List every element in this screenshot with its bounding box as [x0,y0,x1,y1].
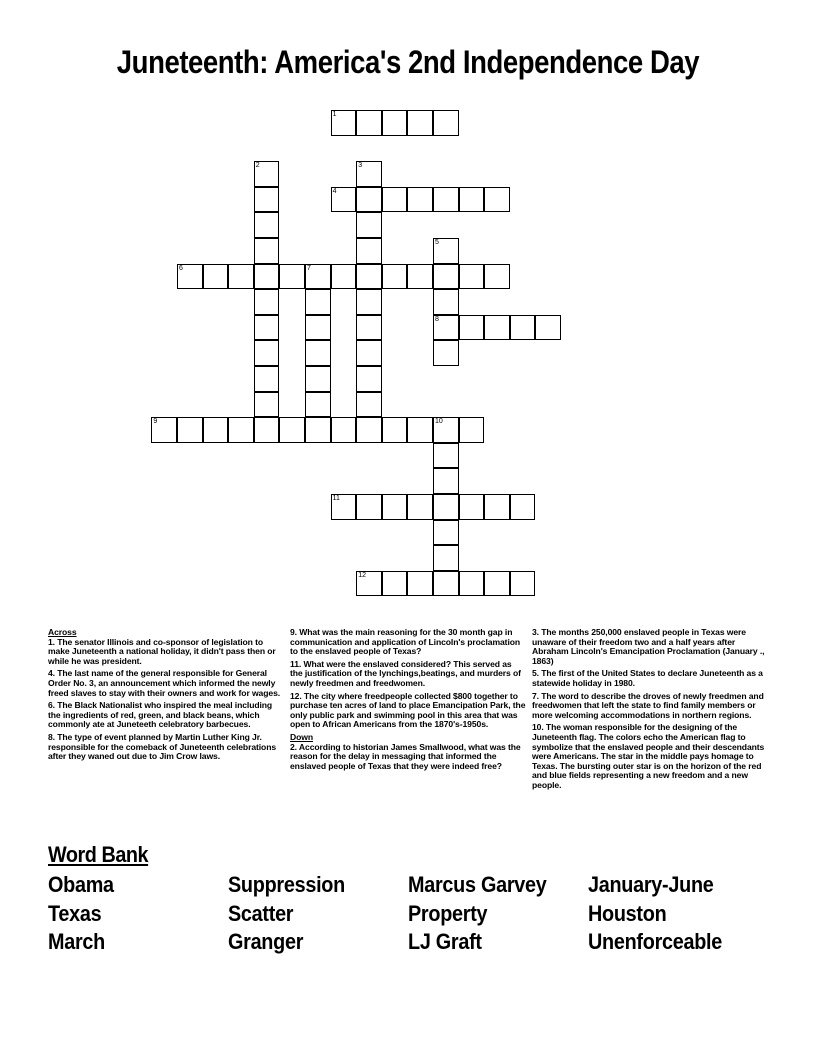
crossword-cell[interactable] [331,264,357,290]
crossword-cell[interactable] [407,187,433,213]
crossword-cell[interactable] [331,110,357,136]
word-bank-item: Scatter [228,901,294,926]
crossword-cell[interactable] [151,417,177,443]
crossword-cell[interactable] [510,315,536,341]
clue-number: 9 [153,418,158,426]
crossword-cell[interactable] [407,264,433,290]
crossword-cell[interactable] [356,340,382,366]
clue-number: 5 [435,239,439,246]
crossword-cell[interactable] [254,187,280,213]
crossword-cell[interactable] [331,494,357,520]
crossword-cell[interactable] [382,417,408,443]
crossword-cell[interactable] [433,264,459,290]
clue-down-7: 7. The word to describe the droves of newly freedmen and freedwomen that left the state to find family members or more welcoming accommodations in northern regions. [532,690,764,720]
word-bank-item: Texas [48,901,102,926]
clue-across-11: 11. What were the enslaved considered? This served as the justification of the lynchings,beatings, and murders of newly freedmen and freedwomen. [290,658,521,688]
crossword-cell[interactable] [407,110,433,136]
crossword-cell[interactable] [382,571,408,597]
crossword-cell[interactable] [177,264,203,290]
clue-number: 11 [332,495,340,502]
clue-across-12: 12. The city where freedpeople collected $800 together to purchase ten acres of land to place Emancipation Park, the only public park and swimming pool in this area that was open to African Americans from the 1870's-1950s. [290,690,526,730]
crossword-cell[interactable] [484,315,510,341]
word-bank-item: Granger [228,929,304,954]
clue-number: 8 [435,315,439,323]
crossword-cell[interactable] [510,494,536,520]
crossword-cell[interactable] [484,571,510,597]
crossword-cell[interactable] [433,520,459,546]
crossword-cell[interactable] [484,494,510,520]
clue-down-2: 2. According to historian James Smallwood, what was the reason for the delay in messaging that informed the enslaved people of Texas that they were indeed free? [290,741,521,771]
crossword-cell[interactable] [254,238,280,264]
crossword-cell[interactable] [433,289,459,315]
crossword-cell[interactable] [433,110,459,136]
crossword-cell[interactable] [279,417,305,443]
clue-down-5: 5. The first of the United States to declare Juneteenth as a statewide holiday in 1980. [532,668,763,688]
crossword-cell[interactable] [305,289,331,315]
crossword-cell[interactable] [254,366,280,392]
crossword-cell[interactable] [510,571,536,597]
crossword-cell[interactable] [254,264,280,290]
clues-column-2 [290,628,526,774]
crossword-cell[interactable] [459,187,485,213]
crossword-cell[interactable] [382,110,408,136]
crossword-cell[interactable] [228,417,254,443]
crossword-cell[interactable] [356,417,382,443]
clue-number: 3 [358,162,363,170]
clue-across-4: 4. The last name of the general responsible for General Order No. 3, an announcement which informed the newly freed slaves to stay with their owners and work for wages. [48,668,281,698]
crossword-cell[interactable] [433,545,459,571]
clue-number: 10 [435,418,443,426]
crossword-cell[interactable] [254,392,280,418]
crossword-cell[interactable] [356,494,382,520]
clue-number: 2 [255,162,260,170]
crossword-cell[interactable] [356,238,382,264]
crossword-cell[interactable] [305,366,331,392]
crossword-cell[interactable] [433,417,459,443]
word-bank-item: March [48,929,105,954]
clue-across-9: 9. What was the main reasoning for the 30 month gap in communication and application of Lincoln's proclamation to the enslaved people of Texas? [290,627,521,657]
crossword-cell[interactable] [433,494,459,520]
crossword-cell[interactable] [356,264,382,290]
crossword-cell[interactable] [177,417,203,443]
crossword-cell[interactable] [331,417,357,443]
crossword-cell[interactable] [203,264,229,290]
crossword-cell[interactable] [254,417,280,443]
clue-number: 7 [307,264,311,272]
crossword-cell[interactable] [433,187,459,213]
crossword-cell[interactable] [305,315,331,341]
down-header: Down [290,731,313,742]
clue-number: 4 [332,187,337,195]
crossword-cell[interactable] [433,340,459,366]
crossword-cell[interactable] [484,264,510,290]
crossword-cell[interactable] [279,264,305,290]
word-bank-item: Unenforceable [588,929,723,954]
crossword-cell[interactable] [459,264,485,290]
crossword-cell[interactable] [484,187,510,213]
clue-across-8: 8. The type of event planned by Martin Luther King Jr. responsible for the comeback of Juneteenth celebrations after they waned out due to Jim Crow laws. [48,731,277,762]
crossword-cell[interactable] [356,212,382,238]
crossword-cell[interactable] [382,264,408,290]
crossword-cell[interactable] [382,187,408,213]
crossword-cell[interactable] [305,392,331,418]
crossword-cell[interactable] [433,571,459,597]
crossword-cell[interactable] [254,315,280,341]
word-bank-item: Houston [588,901,667,926]
word-bank-item: Suppression [228,872,345,897]
clues-column-3 [532,628,768,794]
crossword-cell[interactable] [331,187,357,213]
crossword-cell[interactable] [254,161,280,187]
word-bank-title: Word Bank [48,842,149,867]
crossword-cell[interactable] [459,417,485,443]
crossword-cell[interactable] [356,110,382,136]
clues-column-1 [48,628,282,765]
crossword-cell[interactable] [433,468,459,494]
word-bank-item: January-June [588,872,714,897]
page-title: Juneteenth: America's 2nd Independence Day [116,44,700,80]
crossword-cell[interactable] [459,494,485,520]
crossword-cell[interactable] [459,571,485,597]
word-bank-item: Obama [48,872,114,897]
crossword-cell[interactable] [254,212,280,238]
clue-number: 1 [332,111,337,118]
crossword-cell[interactable] [382,494,408,520]
crossword-cell[interactable] [407,571,433,597]
crossword-cell[interactable] [433,238,459,264]
word-bank-item: Marcus Garvey [408,872,547,897]
clue-down-10: 10. The woman responsible for the designing of the Juneteenth flag. The colors echo the American flag to symbolize that the enslaved people and their descendants were Americans. The star in the middle pays homage to Texas. The bursting outer star is on the horizon of the red and blue fields representing a new freedom and a new people. [532,722,765,790]
crossword-cell[interactable] [459,315,485,341]
word-bank-item: LJ Graft [408,929,482,954]
crossword-cell[interactable] [254,289,280,315]
clue-across-1: 1. The senator Illinois and co-sponsor of legislation to make Juneteenth a national holiday, it didn't pass then or while he was president. [48,636,276,666]
word-bank-item: Property [408,901,488,926]
crossword-cell[interactable] [356,315,382,341]
crossword-cell[interactable] [203,417,229,443]
crossword-cell[interactable] [356,392,382,418]
crossword-cell[interactable] [433,315,459,341]
crossword-cell[interactable] [305,340,331,366]
crossword-cell[interactable] [356,571,382,597]
clue-number: 6 [179,264,183,272]
crossword-cell[interactable] [305,264,331,290]
clue-down-3: 3. The months 250,000 enslaved people in Texas were unaware of their freedom two and a half years after Abraham Lincoln's Emancipation Proclamation (January ., 1863) [532,627,765,666]
crossword-cell[interactable] [356,187,382,213]
crossword-cell[interactable] [407,494,433,520]
clue-across-6: 6. The Black Nationalist who inspired the meal including the ingredients of red, green, and black beans, which commonly ate at Juneteeth celebratory barbecues. [48,700,273,730]
across-header: Across [48,627,77,637]
crossword-cell[interactable] [228,264,254,290]
crossword-cell[interactable] [356,366,382,392]
crossword-cell[interactable] [433,443,459,469]
clue-number: 12 [358,571,366,579]
crossword-cell[interactable] [254,340,280,366]
crossword-cell[interactable] [356,161,382,187]
crossword-cell[interactable] [535,315,561,341]
crossword-cell[interactable] [305,417,331,443]
crossword-cell[interactable] [356,289,382,315]
crossword-cell[interactable] [407,417,433,443]
